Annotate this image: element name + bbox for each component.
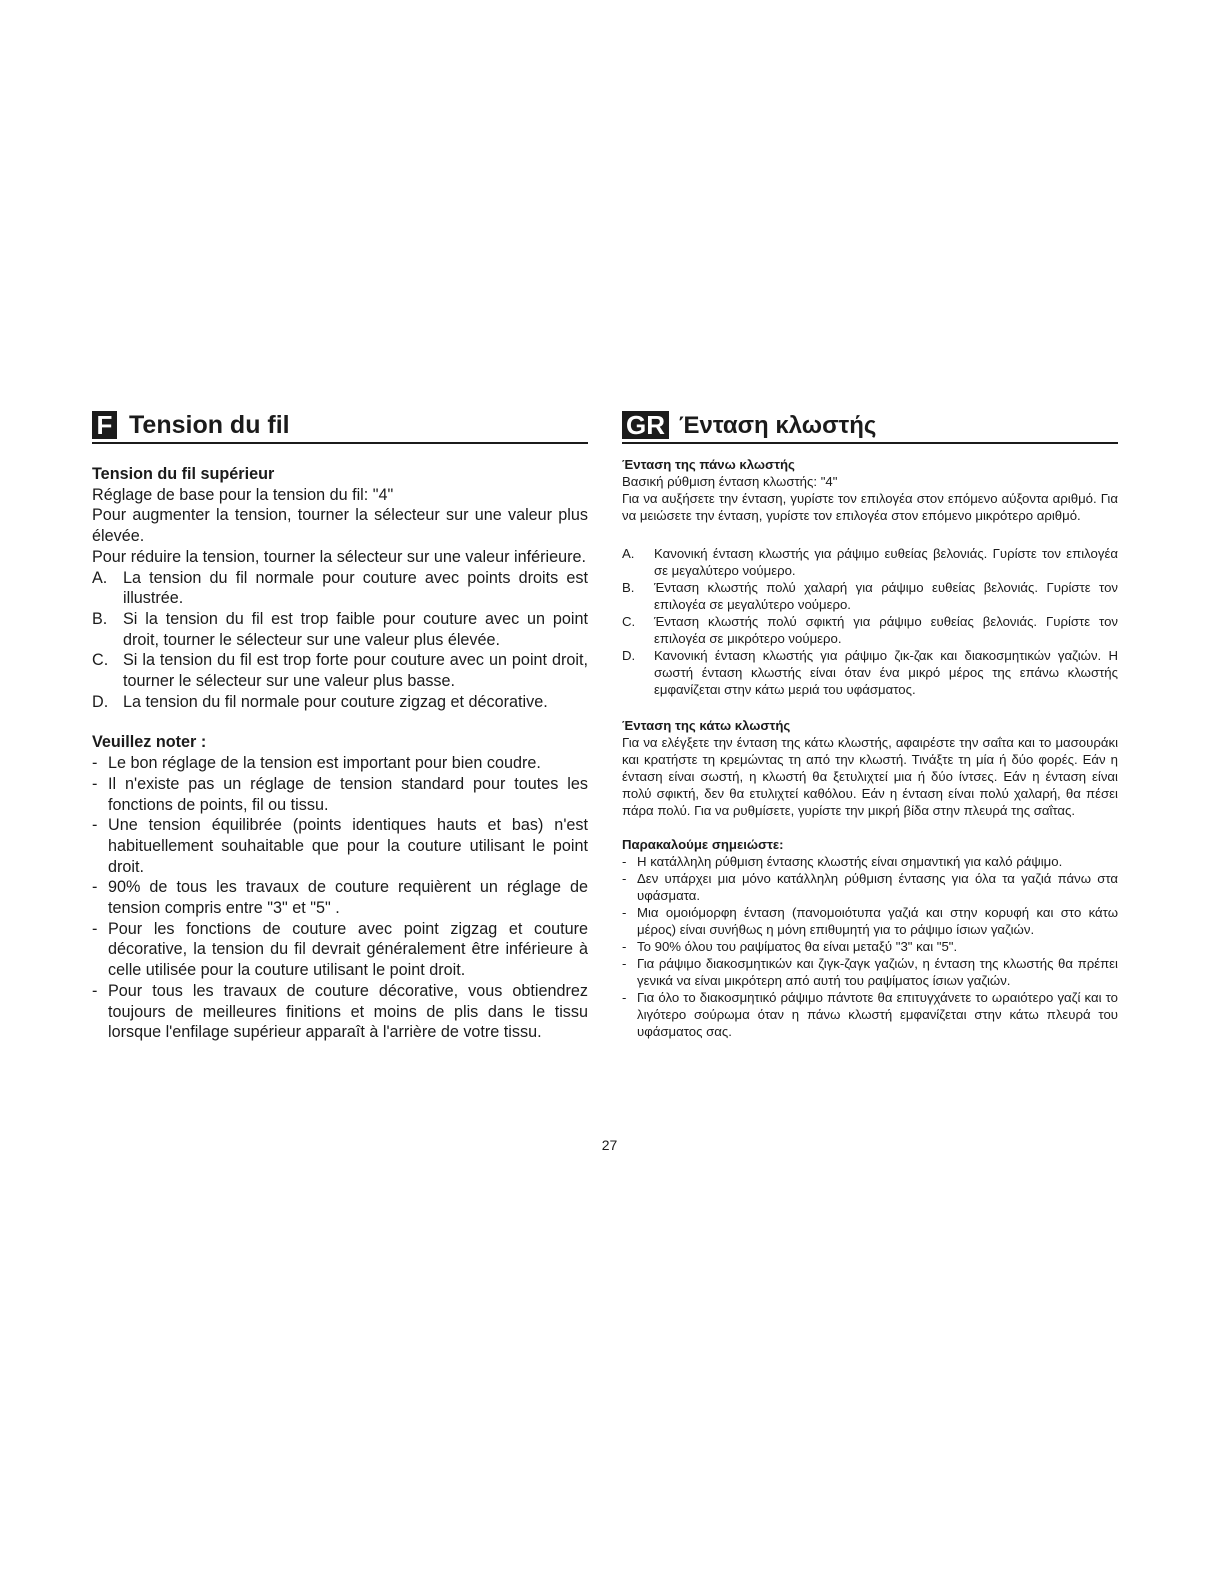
notes-list-fr xyxy=(92,753,588,1043)
note-text: Η κατάλληλη ρύθμιση έντασης κλωστής είναι σημαντική για καλό ράψιμο. xyxy=(637,854,1063,869)
note-text: Il n'existe pas un réglage de tension standard pour toutes les fonctions de points, fil ou tissu. xyxy=(108,774,588,814)
note-item: - Για ράψιμο διακοσμητικών και ζιγκ-ζαγκ γαζιών, η ένταση της κλωστής θα πρέπει γενικά να είναι μικρότερη από αυτή του ραψίματος ίσιων γαζιών. xyxy=(622,956,1118,988)
note-text: Une tension équilibrée (points identiques hauts et bas) n'est habituellement souhaitable que pour la couture utilisant le point droit. xyxy=(108,816,588,876)
item-text: Ένταση κλωστής πολύ σφικτή για ράψιμο ευθείας βελονιάς. Γυρίστε τον επιλογέα σε μικρότερο νούμερο. xyxy=(654,614,1118,646)
item-marker: A. xyxy=(622,546,635,561)
french-section xyxy=(92,409,588,1043)
note-item: - Pour les fonctions de couture avec point zigzag et couture décorative, la tension du fil devrait généralement être inférieure à celle utilisée pour la couture utilisant le point droit. xyxy=(92,919,588,980)
section-header-fr xyxy=(92,409,588,444)
item-text: Si la tension du fil est trop forte pour couture avec un point droit, tourner le sélecteur sur une valeur plus basse. xyxy=(123,651,588,691)
note-text: Το 90% όλου του ραψίματος θα είναι μεταξύ "3" και "5". xyxy=(637,939,958,954)
section-title-gr: Ένταση κλωστής xyxy=(679,412,877,439)
list-item xyxy=(92,609,588,650)
upper-thread-heading-gr: Ένταση της πάνω κλωστής xyxy=(622,457,795,472)
note-item: - 90% de tous les travaux de couture requièrent un réglage de tension compris entre "3" et "5" . xyxy=(92,878,588,918)
list-item xyxy=(92,650,588,691)
notes-list-gr xyxy=(622,853,1118,1040)
section-title-fr: Tension du fil xyxy=(129,411,290,440)
note-item: - Η κατάλληλη ρύθμιση έντασης κλωστής είναι σημαντική για καλό ράψιμο. xyxy=(622,853,1118,870)
note-item: - Une tension équilibrée (points identiques hauts et bas) n'est habituellement souhaitable que pour la couture utilisant le point droit. xyxy=(92,816,588,876)
item-marker: B. xyxy=(622,580,635,595)
section-header-gr xyxy=(622,409,1118,444)
note-text: Για όλο το διακοσμητικό ράψιμο πάντοτε θα επιτυγχάνετε το ωραιότερο γαζί και το λιγότερο σούρωμα όταν η πάνω κλωστή εμφανίζεται στην κάτω πλευρά του υφάσματος σας. xyxy=(637,990,1118,1039)
item-text: Si la tension du fil est trop faible pour couture avec un point droit, tourner le sélecteur sur une valeur plus élevée. xyxy=(123,609,588,649)
list-item xyxy=(622,647,1118,698)
item-marker: A. xyxy=(92,568,108,587)
item-text: Κανονική ένταση κλωστής για ράψιμο ζικ-ζακ και διακοσμητικών γαζιών. Η σωστή ένταση κλωστής είναι όταν ένα μικρό μέρος της επάνω κλωστής εμφανίζεται στην κάτω μεριά του υφάσματος. xyxy=(654,648,1118,697)
paragraph: Réglage de base pour la tension du fil: "4" xyxy=(92,485,394,504)
upper-thread-block-gr xyxy=(622,456,1118,524)
paragraph: Για να αυξήσετε την ένταση, γυρίστε τον επιλογέα στον επόμενο αύξοντα αριθμό. Για να μειώσετε την ένταση, γυρίστε τον επιλογέα στον επόμενο μικρότερο αριθμό. xyxy=(622,491,1118,523)
paragraph: Βασική ρύθμιση ένταση κλωστής: "4" xyxy=(622,474,838,489)
note-item: - Le bon réglage de la tension est important pour bien coudre. xyxy=(92,753,588,774)
list-item xyxy=(622,613,1118,647)
lower-thread-block-gr xyxy=(622,717,1118,819)
item-text: La tension du fil normale pour couture avec points droits est illustrée. xyxy=(123,568,588,608)
note-item: - Το 90% όλου του ραψίματος θα είναι μεταξύ "3" και "5". xyxy=(622,938,1118,955)
notes-block-fr xyxy=(92,732,588,1043)
item-text: La tension du fil normale pour couture zigzag et décorative. xyxy=(123,692,548,711)
lower-thread-heading-gr: Ένταση της κάτω κλωστής xyxy=(622,718,791,733)
note-text: Δεν υπάρχει μια μόνο κατάλληλη ρύθμιση έντασης για όλα τα γαζιά πάνω στα υφάσματα. xyxy=(637,871,1118,903)
item-marker: D. xyxy=(622,648,636,663)
item-text: Ένταση κλωστής πολύ χαλαρή για ράψιμο ευθείας βελονιάς. Γυρίστε τον επιλογέα σε μεγαλύτερο νούμερο. xyxy=(654,580,1118,612)
item-marker: C. xyxy=(622,614,636,629)
note-item: - Pour tous les travaux de couture décorative, vous obtiendrez toujours de meilleures finitions et moins de plis dans le tissu lorsque l'enfilage supérieur apparaît à l'arrière de votre tissu. xyxy=(92,981,588,1042)
item-marker: D. xyxy=(92,692,109,711)
list-item xyxy=(92,568,588,609)
list-item xyxy=(622,545,1118,579)
note-text: Pour les fonctions de couture avec point zigzag et couture décorative, la tension du fil devrait généralement être inférieure à celle utilisée pour la couture utilisant le point droit. xyxy=(108,919,588,980)
paragraph: Pour augmenter la tension, tourner la sélecteur sur une valeur plus élevée. xyxy=(92,506,588,546)
greek-section xyxy=(622,409,1118,1040)
list-item xyxy=(92,692,588,713)
upper-thread-block-fr xyxy=(92,464,588,712)
illustration-list-gr xyxy=(622,545,1118,698)
note-text: 90% de tous les travaux de couture requièrent un réglage de tension compris entre "3" et "5" . xyxy=(108,878,588,918)
list-item xyxy=(622,579,1118,613)
page-number: 27 xyxy=(601,1137,618,1153)
note-item: - Μια ομοιόμορφη ένταση (πανομοιότυπα γαζιά και στην κορυφή και στο κάτω μέρος) είναι συνήθως η μόνη επιθυμητή για το ράψιμο ίσιων γαζιών. xyxy=(622,905,1118,937)
paragraph: Για να ελέγξετε την ένταση της κάτω κλωστής, αφαιρέστε την σαΐτα και το μασουράκι και κρατήστε τη κρεμώντας τη από την κλωστή. Τινάξτε τη μία ή δύο φορές. Εάν η ένταση είναι σωστή, η κλωστή θα ξετυλιχτεί μια ή δύο ίντσες. Εάν η ένταση είναι πολύ σφικτή, δεν θα ετυλιχτεί καθόλου. Εάν η ένταση είναι πολύ χαλαρή, θα πέσει πάρα πολύ. Για να ρυθμίσετε, γυρίστε την μικρή βίδα στην πλευρά της σαΐτας. xyxy=(622,735,1118,818)
note-item: - Δεν υπάρχει μια μόνο κατάλληλη ρύθμιση έντασης για όλα τα γαζιά πάνω στα υφάσματα. xyxy=(622,871,1118,903)
note-text: Le bon réglage de la tension est important pour bien coudre. xyxy=(108,754,541,773)
note-text: Για ράψιμο διακοσμητικών και ζιγκ-ζαγκ γαζιών, η ένταση της κλωστής θα πρέπει γενικά να είναι μικρότερη από αυτή του ραψίματος ίσιων γαζιών. xyxy=(637,956,1118,988)
note-text: Μια ομοιόμορφη ένταση (πανομοιότυπα γαζιά και στην κορυφή και στο κάτω μέρος) είναι συνήθως η μόνη επιθυμητή για το ράψιμο ίσιων γαζιών. xyxy=(637,905,1118,937)
notes-heading-gr: Παρακαλούμε σημειώστε: xyxy=(622,837,784,852)
illustration-list-fr xyxy=(92,568,588,713)
paragraph: Pour réduire la tension, tourner la sélecteur sur une valeur inférieure. xyxy=(92,547,586,566)
upper-thread-heading-fr: Tension du fil supérieur xyxy=(92,465,275,483)
note-item: - Για όλο το διακοσμητικό ράψιμο πάντοτε θα επιτυγχάνετε το ωραιότερο γαζί και το λιγότερο σούρωμα όταν η πάνω κλωστή εμφανίζεται στην κάτω πλευρά του υφάσματος σας. xyxy=(622,990,1118,1039)
item-marker: B. xyxy=(92,609,108,628)
notes-heading-fr: Veuillez noter : xyxy=(92,733,207,752)
language-badge-gr: GR xyxy=(622,411,669,439)
note-item: - Il n'existe pas un réglage de tension standard pour toutes les fonctions de points, fil ou tissu. xyxy=(92,774,588,814)
language-badge-fr: F xyxy=(92,411,117,439)
notes-block-gr xyxy=(622,836,1118,1040)
note-text: Pour tous les travaux de couture décorative, vous obtiendrez toujours de meilleures finitions et moins de plis dans le tissu lorsque l'enfilage supérieur apparaît à l'arrière de votre tissu. xyxy=(108,981,588,1042)
item-text: Κανονική ένταση κλωστής για ράψιμο ευθείας βελονιάς. Γυρίστε τον επιλογέα σε μεγαλύτερο νούμερο. xyxy=(654,546,1118,578)
item-marker: C. xyxy=(92,651,109,670)
